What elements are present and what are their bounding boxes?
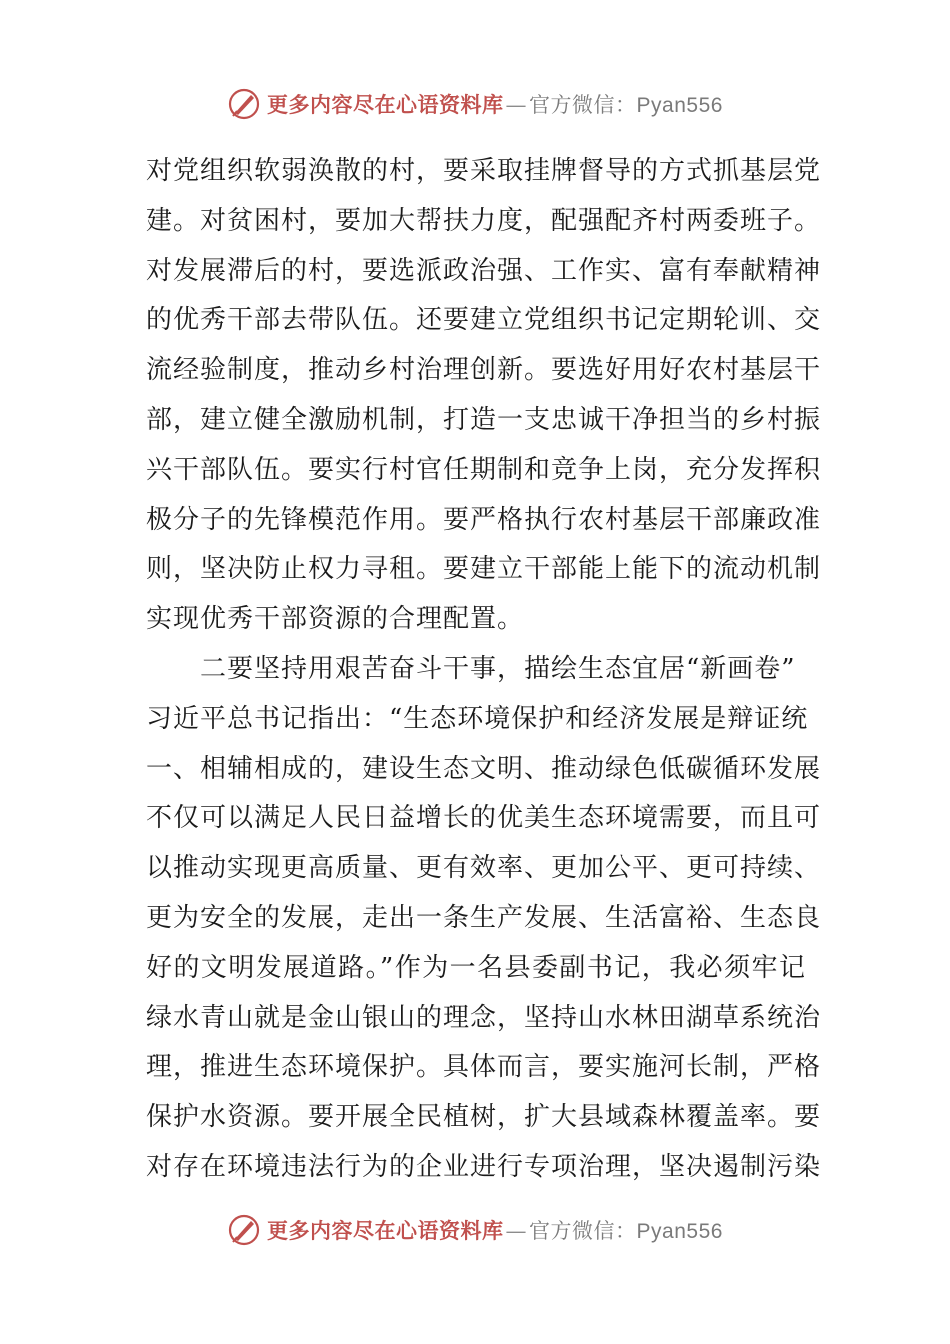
watermark-main: 更多内容尽在心语资料库 [267, 1218, 504, 1243]
watermark-text [267, 1215, 723, 1245]
text-line: 对发展滞后的村，要选派政治强、工作实、富有奉献精神 [146, 255, 822, 286]
text-line: 实现优秀干部资源的合理配置。 [146, 604, 525, 635]
text-line: 对存在环境违法行为的企业进行专项治理，坚决遏制污染 [146, 1151, 822, 1182]
text-line: 部，建立健全激励机制，打造一支忠诚干净担当的乡村振 [146, 404, 822, 435]
text-line: 绿水青山就是金山银山的理念，坚持山水林田湖草系统治 [146, 1002, 822, 1033]
text-line: 的优秀干部去带队伍。还要建立党组织书记定期轮训、交 [146, 305, 822, 336]
document-body [146, 147, 822, 1193]
watermark-text [267, 89, 723, 119]
watermark-dash: — [505, 93, 528, 117]
text-line: 不仅可以满足人民日益增长的优美生态环境需要，而且可 [146, 803, 822, 834]
watermark-label: 官方微信： [529, 93, 637, 117]
watermark-main: 更多内容尽在心语资料库 [267, 92, 504, 117]
watermark-id: Pyan556 [636, 94, 723, 117]
watermark-label: 官方微信： [529, 1219, 637, 1243]
text-line: 兴干部队伍。要实行村官任期制和竞争上岗，充分发挥积 [146, 454, 822, 485]
text-line: 对党组织软弱涣散的村，要采取挂牌督导的方式抓基层党 [146, 156, 822, 186]
text-line: 好的文明发展道路。”作为一名县委副书记，我必须牢记 [146, 952, 806, 983]
text-line: 则，坚决防止权力寻租。要建立干部能上能下的流动机制 [146, 554, 822, 585]
text-line: 习近平总书记指出：“生态环境保护和经济发展是辩证统 [146, 703, 809, 734]
watermark-dash: — [505, 1219, 528, 1243]
text-line: 理，推进生态环境保护。具体而言，要实施河长制，严格 [146, 1052, 822, 1083]
text-line: 更为安全的发展，走出一条生产发展、生活富裕、生态良 [146, 902, 822, 933]
text-line: 流经验制度，推动乡村治理创新。要选好用好农村基层干 [146, 355, 822, 386]
text-line: 以推动实现更高质量、更有效率、更加公平、更可持续、 [146, 853, 822, 884]
quill-logo-icon [227, 87, 261, 121]
text-line: 建。对贫困村，要加大帮扶力度，配强配齐村两委班子。 [146, 205, 822, 236]
watermark-id: Pyan556 [636, 1220, 723, 1243]
section-heading: 二要坚持用艰苦奋斗干事，描绘生态宜居“新画卷” [200, 653, 796, 684]
footer-watermark [0, 1208, 950, 1252]
header-watermark [0, 82, 950, 126]
text-line: 一、相辅相成的，建设生态文明、推动绿色低碳循环发展 [146, 753, 822, 784]
quill-logo-icon [227, 1213, 261, 1247]
text-line: 极分子的先锋模范作用。要严格执行农村基层干部廉政准 [146, 504, 822, 535]
text-line: 保护水资源。要开展全民植树，扩大县域森林覆盖率。要 [146, 1102, 822, 1133]
